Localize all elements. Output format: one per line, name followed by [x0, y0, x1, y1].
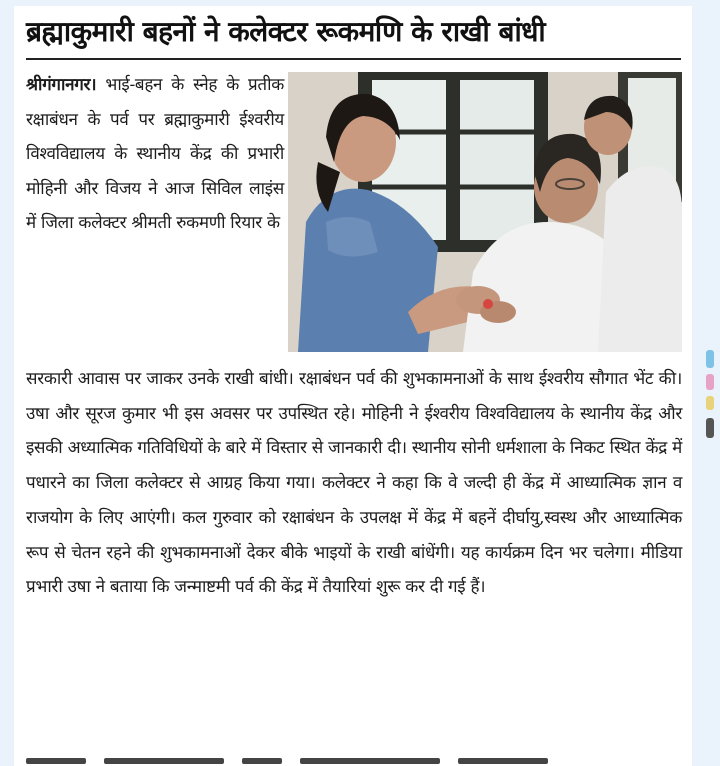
rakhi-ceremony-photo-icon	[288, 72, 682, 352]
headline-rule	[26, 58, 681, 60]
news-photo	[288, 72, 682, 352]
dateline: श्रीगंगानगर।	[26, 75, 97, 95]
next-article-cutoff	[26, 752, 682, 766]
intro-text: भाई-बहन के स्नेह के प्रतीक रक्षाबंधन के पर्व पर ब्रह्माकुमारी ईश्वरीय विश्वविद्यालय के स्थानीय केंद्र की प्रभारी मोहिनी और विजय ने आज सिविल लाइंस में जिला कलेक्टर श्रीमती रुकमणी रियार के	[26, 75, 284, 233]
body-paragraph: सरकारी आवास पर जाकर उनके राखी बांधी। रक्षाबंधन पर्व की शुभकामनाओं के साथ ईश्वरीय सौगात भेंट की। उषा और सूरज कुमार भी इस अवसर पर उपस्थित रहे। मोहिनी ने ईश्वरीय विश्वविद्यालय के स्थानीय केंद्र और इसकी अध्यात्मिक गतिविधियों के बारे में विस्तार से जानकारी दी। स्थानीय सोनी धर्मशाला के निकट स्थित केंद्र में पधारने का जिला कलेक्टर से आग्रह किया गया। कलेक्टर ने कहा कि वे जल्दी ही केंद्र में आध्यात्मिक ज्ञान व राजयोग के लिए आएंगी। कल गुरुवार को रक्षाबंधन के उपलक्ष में केंद्र में बहनें दीर्घायु,स्वस्थ और आध्यात्मिक रूप से चेतन रहने की शुभकामनाओं देकर बीके भाइयों के राखी बांधेंगी। यह कार्यक्रम दिन भर चलेगा। मीडिया प्रभारी उषा ने बताया कि जन्माष्टमी पर्व की केंद्र में तैयारियां शुरू कर दी गई हैं।	[26, 369, 682, 598]
headline: ब्रह्माकुमारी बहनों ने कलेक्टर रूकमणि के राखी बांधी	[26, 15, 546, 48]
edge-watermark-icon	[700, 350, 720, 440]
intro-paragraph	[26, 68, 284, 241]
